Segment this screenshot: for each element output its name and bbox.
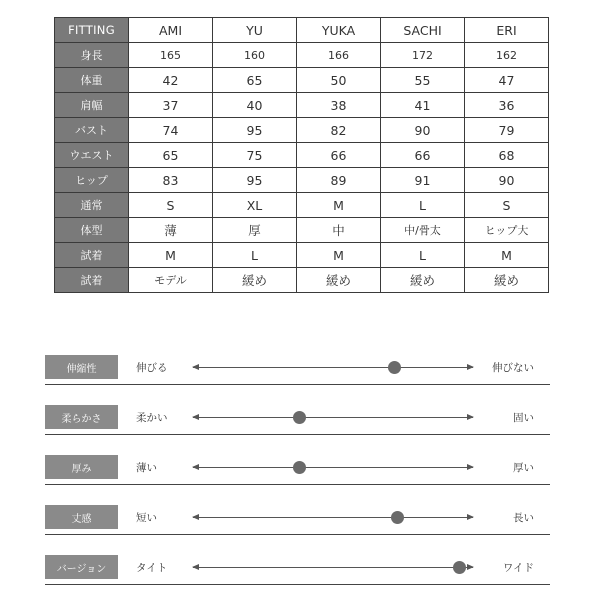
arrow-right-icon [467,514,474,520]
table-cell: 37 [129,93,213,118]
row-label-cell: 通常 [55,193,129,218]
attribute-right-text: 固い [513,412,534,424]
arrow-right-icon [467,414,474,420]
table-cell: 中 [297,218,381,243]
attribute-left-text: タイト [136,562,168,574]
divider [45,534,550,535]
attribute-left-text: 柔かい [136,412,168,424]
table-cell: M [465,243,549,268]
table-cell: 74 [129,118,213,143]
table-cell: 66 [381,143,465,168]
attribute-right-text: ワイド [502,562,534,574]
table-cell: 83 [129,168,213,193]
table-cell: 95 [213,118,297,143]
table-cell: 66 [297,143,381,168]
table-cell: 41 [381,93,465,118]
model-name-cell: AMI [129,18,213,43]
attribute-scale-track [193,367,473,368]
table-row [55,143,549,168]
table-cell: 91 [381,168,465,193]
table-cell: 65 [213,68,297,93]
table-cell: L [381,193,465,218]
row-label-cell: 身長 [55,43,129,68]
divider [45,584,550,585]
arrow-right-icon [467,364,474,370]
scale-marker [293,411,306,424]
attribute-scale-track [193,417,473,418]
model-name-cell: ERI [465,18,549,43]
attribute-label: 柔らかさ [45,405,118,429]
table-cell: 172 [381,43,465,68]
table-cell: XL [213,193,297,218]
table-cell: 36 [465,93,549,118]
table-row [55,168,549,193]
table-row [55,68,549,93]
arrow-right-icon [467,464,474,470]
arrow-left-icon [192,414,199,420]
row-label-cell: 肩幅 [55,93,129,118]
table-row [55,243,549,268]
attribute-row [45,455,550,487]
table-cell: S [129,193,213,218]
table-row [55,193,549,218]
table-cell: 166 [297,43,381,68]
table-cell: 40 [213,93,297,118]
model-name-cell: YU [213,18,297,43]
table-cell: 38 [297,93,381,118]
table-cell: 緩め [297,268,381,293]
row-label-cell: 体重 [55,68,129,93]
table-cell: 89 [297,168,381,193]
table-cell: 82 [297,118,381,143]
table-cell: 95 [213,168,297,193]
attribute-row [45,505,550,537]
row-label-cell: 試着 [55,243,129,268]
attribute-row [45,555,550,587]
table-cell: 55 [381,68,465,93]
arrow-left-icon [192,514,199,520]
attribute-right-text: 伸びない [492,362,534,374]
attribute-scale-track [193,567,473,568]
arrow-left-icon [192,464,199,470]
table-row [55,93,549,118]
table-row [55,43,549,68]
row-label-cell: ウエスト [55,143,129,168]
table-header-row [55,18,549,43]
table-cell: 50 [297,68,381,93]
table-row [55,118,549,143]
table-cell: 65 [129,143,213,168]
table-cell: 75 [213,143,297,168]
arrow-left-icon [192,364,199,370]
attribute-row [45,405,550,437]
model-name-cell: YUKA [297,18,381,43]
attribute-right-text: 長い [513,512,534,524]
table-cell: 緩め [381,268,465,293]
scale-marker [293,461,306,474]
table-cell: 緩め [465,268,549,293]
table-cell: 162 [465,43,549,68]
attribute-left-text: 短い [136,512,157,524]
table-cell: M [297,193,381,218]
table-cell: 中/骨太 [381,218,465,243]
divider [45,484,550,485]
table-cell: 42 [129,68,213,93]
fitting-table [54,17,549,293]
attribute-label: 伸縮性 [45,355,118,379]
row-label-cell: 体型 [55,218,129,243]
attribute-label: バージョン [45,555,118,579]
attribute-scale-track [193,517,473,518]
table-cell: M [129,243,213,268]
scale-marker [391,511,404,524]
attribute-row [45,355,550,387]
scale-marker [388,361,401,374]
table-cell: モデル [129,268,213,293]
table-cell: 68 [465,143,549,168]
attribute-left-text: 薄い [136,462,157,474]
table-cell: 90 [465,168,549,193]
arrow-left-icon [192,564,199,570]
row-label-cell: バスト [55,118,129,143]
scale-marker [453,561,466,574]
table-cell: M [297,243,381,268]
table-cell: ヒップ大 [465,218,549,243]
row-label-cell: ヒップ [55,168,129,193]
table-cell: 厚 [213,218,297,243]
attribute-left-text: 伸びる [136,362,168,374]
divider [45,384,550,385]
table-cell: 160 [213,43,297,68]
table-row [55,268,549,293]
table-cell: 47 [465,68,549,93]
arrow-right-icon [467,564,474,570]
table-cell: 165 [129,43,213,68]
attribute-label: 丈感 [45,505,118,529]
model-name-cell: SACHI [381,18,465,43]
table-row [55,218,549,243]
fitting-header-cell: FITTING [55,18,129,43]
table-cell: 薄 [129,218,213,243]
table-cell: L [213,243,297,268]
table-cell: S [465,193,549,218]
table-cell: 緩め [213,268,297,293]
table-cell: 79 [465,118,549,143]
table-cell: L [381,243,465,268]
attribute-right-text: 厚い [513,462,534,474]
attribute-scale-track [193,467,473,468]
divider [45,434,550,435]
table-cell: 90 [381,118,465,143]
attribute-label: 厚み [45,455,118,479]
row-label-cell: 試着 [55,268,129,293]
